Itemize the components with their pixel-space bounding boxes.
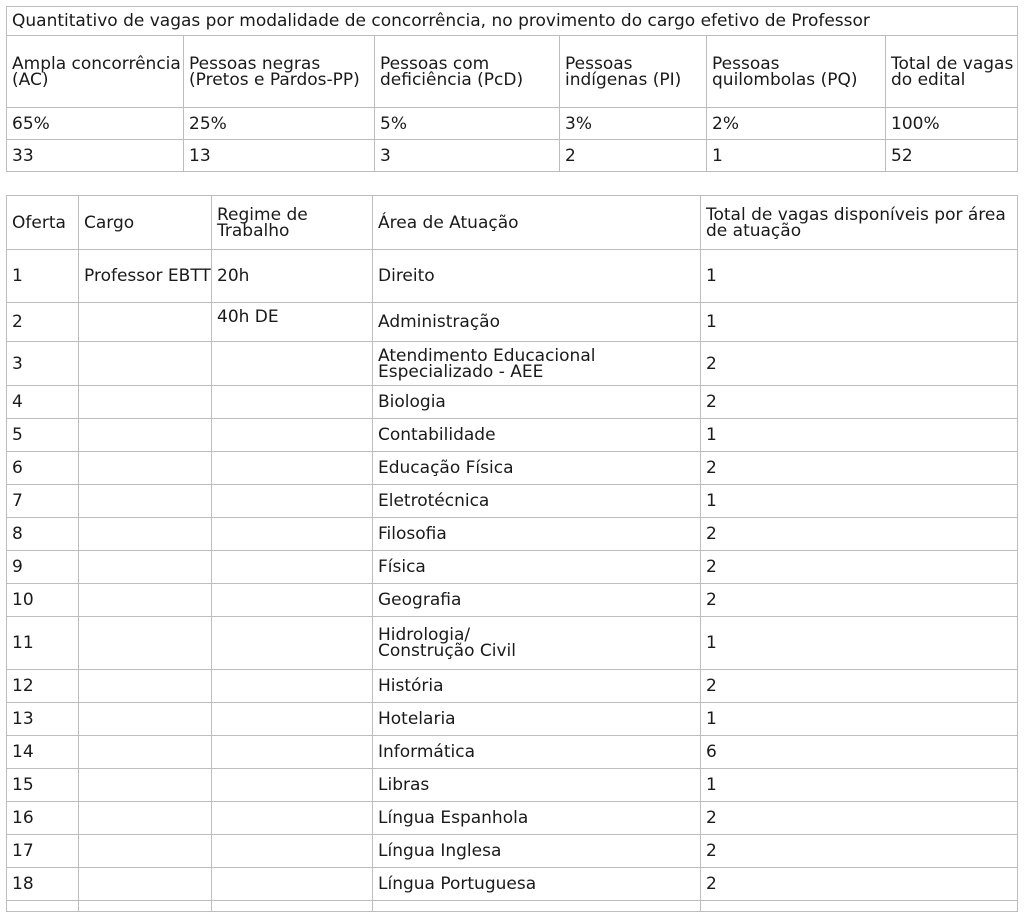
table-row-cut: [7, 901, 1018, 912]
cell-oferta: 15: [7, 769, 79, 802]
cell-regime: [212, 584, 373, 617]
cell-cargo: [79, 769, 212, 802]
cell-area: Língua Inglesa: [373, 835, 701, 868]
cell-cargo: [79, 485, 212, 518]
cell-regime: [212, 342, 373, 386]
cell-area: Língua Espanhola: [373, 802, 701, 835]
count-pi: 2: [560, 140, 707, 172]
cell-vagas: 2: [701, 518, 1018, 551]
header-pi: Pessoas indígenas (PI): [560, 36, 707, 108]
cell-area: Educação Física: [373, 452, 701, 485]
cell-cargo: Professor EBTT: [79, 250, 212, 303]
cell-vagas: 2: [701, 386, 1018, 419]
pct-pp: 25%: [184, 108, 375, 140]
cell-cargo: [79, 386, 212, 419]
cell-vagas: 1: [701, 703, 1018, 736]
cell-oferta: 17: [7, 835, 79, 868]
cell-regime: [212, 452, 373, 485]
cell-cargo: [79, 551, 212, 584]
cell-area: Biologia: [373, 386, 701, 419]
table-row: [7, 452, 1018, 485]
cell-regime: [212, 617, 373, 670]
cell-oferta: 4: [7, 386, 79, 419]
cell-cargo: [79, 670, 212, 703]
cell-vagas: 2: [701, 670, 1018, 703]
table-row: [7, 584, 1018, 617]
cell-oferta: 3: [7, 342, 79, 386]
cell-regime: 20h: [212, 250, 373, 303]
table-row: [7, 419, 1018, 452]
table-row: [7, 518, 1018, 551]
cell-oferta: 13: [7, 703, 79, 736]
table-row: [7, 386, 1018, 419]
cell-vagas: 2: [701, 584, 1018, 617]
cell-area: Geografia: [373, 584, 701, 617]
cell-area: Informática: [373, 736, 701, 769]
cell-vagas: 2: [701, 802, 1018, 835]
header-regime: Regime de Trabalho: [212, 196, 373, 250]
cell-oferta: 5: [7, 419, 79, 452]
cell-regime: [212, 518, 373, 551]
table-row: [7, 250, 1018, 303]
cell-regime: [212, 419, 373, 452]
cell-cargo: [79, 584, 212, 617]
quota-table: [6, 6, 1018, 172]
cell-vagas: 6: [701, 736, 1018, 769]
count-pcd: 3: [375, 140, 560, 172]
count-total: 52: [886, 140, 1018, 172]
table-row: [7, 802, 1018, 835]
cell-vagas: 1: [701, 617, 1018, 670]
cell-oferta: 6: [7, 452, 79, 485]
count-ac: 33: [7, 140, 184, 172]
cell-area: Hidrologia/ Construção Civil: [373, 617, 701, 670]
table-row: [7, 303, 1018, 342]
cell-cargo: [79, 703, 212, 736]
header-area: Área de Atuação: [373, 196, 701, 250]
table-row: [7, 617, 1018, 670]
cell-cargo: [79, 802, 212, 835]
count-pq: 1: [707, 140, 886, 172]
pct-total: 100%: [886, 108, 1018, 140]
header-pp: Pessoas negras (Pretos e Pardos-PP): [184, 36, 375, 108]
cell-vagas: 1: [701, 303, 1018, 342]
cell-area: Eletrotécnica: [373, 485, 701, 518]
cell-oferta: 16: [7, 802, 79, 835]
table-row: [7, 342, 1018, 386]
cell-empty: [79, 901, 212, 912]
table-row: [7, 703, 1018, 736]
cell-regime: [212, 802, 373, 835]
cell-area: Física: [373, 551, 701, 584]
cell-area: Hotelaria: [373, 703, 701, 736]
cell-area: Filosofia: [373, 518, 701, 551]
pct-pi: 3%: [560, 108, 707, 140]
table-row: [7, 485, 1018, 518]
cell-area: Administração: [373, 303, 701, 342]
count-pp: 13: [184, 140, 375, 172]
cell-empty: [373, 901, 701, 912]
header-total: Total de vagas do edital: [886, 36, 1018, 108]
cell-regime: [212, 703, 373, 736]
table-row: [7, 670, 1018, 703]
pct-pq: 2%: [707, 108, 886, 140]
cell-regime: [212, 485, 373, 518]
cell-cargo: [79, 868, 212, 901]
pct-ac: 65%: [7, 108, 184, 140]
header-oferta: Oferta: [7, 196, 79, 250]
header-vagas: Total de vagas disponíveis por área de atuação: [701, 196, 1018, 250]
cell-area: Língua Portuguesa: [373, 868, 701, 901]
cell-vagas: 2: [701, 551, 1018, 584]
header-ac: Ampla concorrência (AC): [7, 36, 184, 108]
cell-empty: [701, 901, 1018, 912]
cell-cargo: [79, 342, 212, 386]
cell-vagas: 2: [701, 868, 1018, 901]
cell-regime: 40h DE: [212, 303, 373, 342]
header-pq: Pessoas quilombolas (PQ): [707, 36, 886, 108]
cell-area: História: [373, 670, 701, 703]
cell-vagas: 2: [701, 342, 1018, 386]
vacancy-table: [6, 195, 1018, 912]
cell-area: Atendimento Educacional Especializado - AEE: [373, 342, 701, 386]
cell-empty: [7, 901, 79, 912]
cell-oferta: 7: [7, 485, 79, 518]
table-row: [7, 736, 1018, 769]
cell-cargo: [79, 617, 212, 670]
cell-vagas: 1: [701, 250, 1018, 303]
cell-area: Contabilidade: [373, 419, 701, 452]
table-row: [7, 835, 1018, 868]
cell-regime: [212, 386, 373, 419]
cell-vagas: 2: [701, 452, 1018, 485]
cell-vagas: 1: [701, 485, 1018, 518]
cell-cargo: [79, 452, 212, 485]
cell-oferta: 1: [7, 250, 79, 303]
cell-cargo: [79, 303, 212, 342]
cell-oferta: 9: [7, 551, 79, 584]
cell-regime: [212, 769, 373, 802]
cell-cargo: [79, 518, 212, 551]
quota-table-caption: Quantitativo de vagas por modalidade de concorrência, no provimento do cargo efetivo de Professor: [7, 7, 1018, 36]
cell-regime: [212, 551, 373, 584]
cell-vagas: 1: [701, 419, 1018, 452]
table-row: [7, 769, 1018, 802]
header-cargo: Cargo: [79, 196, 212, 250]
cell-oferta: 8: [7, 518, 79, 551]
cell-cargo: [79, 419, 212, 452]
cell-regime: [212, 736, 373, 769]
pct-pcd: 5%: [375, 108, 560, 140]
cell-oferta: 18: [7, 868, 79, 901]
cell-oferta: 10: [7, 584, 79, 617]
cell-oferta: 12: [7, 670, 79, 703]
cell-vagas: 2: [701, 835, 1018, 868]
cell-regime: [212, 670, 373, 703]
table-row: [7, 551, 1018, 584]
header-pcd: Pessoas com deficiência (PcD): [375, 36, 560, 108]
cell-regime: [212, 868, 373, 901]
cell-vagas: 1: [701, 769, 1018, 802]
cell-oferta: 11: [7, 617, 79, 670]
cell-cargo: [79, 835, 212, 868]
cell-area: Libras: [373, 769, 701, 802]
cell-oferta: 2: [7, 303, 79, 342]
cell-cargo: [79, 736, 212, 769]
cell-oferta: 14: [7, 736, 79, 769]
table-row: [7, 868, 1018, 901]
cell-regime: [212, 835, 373, 868]
cell-area: Direito: [373, 250, 701, 303]
cell-empty: [212, 901, 373, 912]
